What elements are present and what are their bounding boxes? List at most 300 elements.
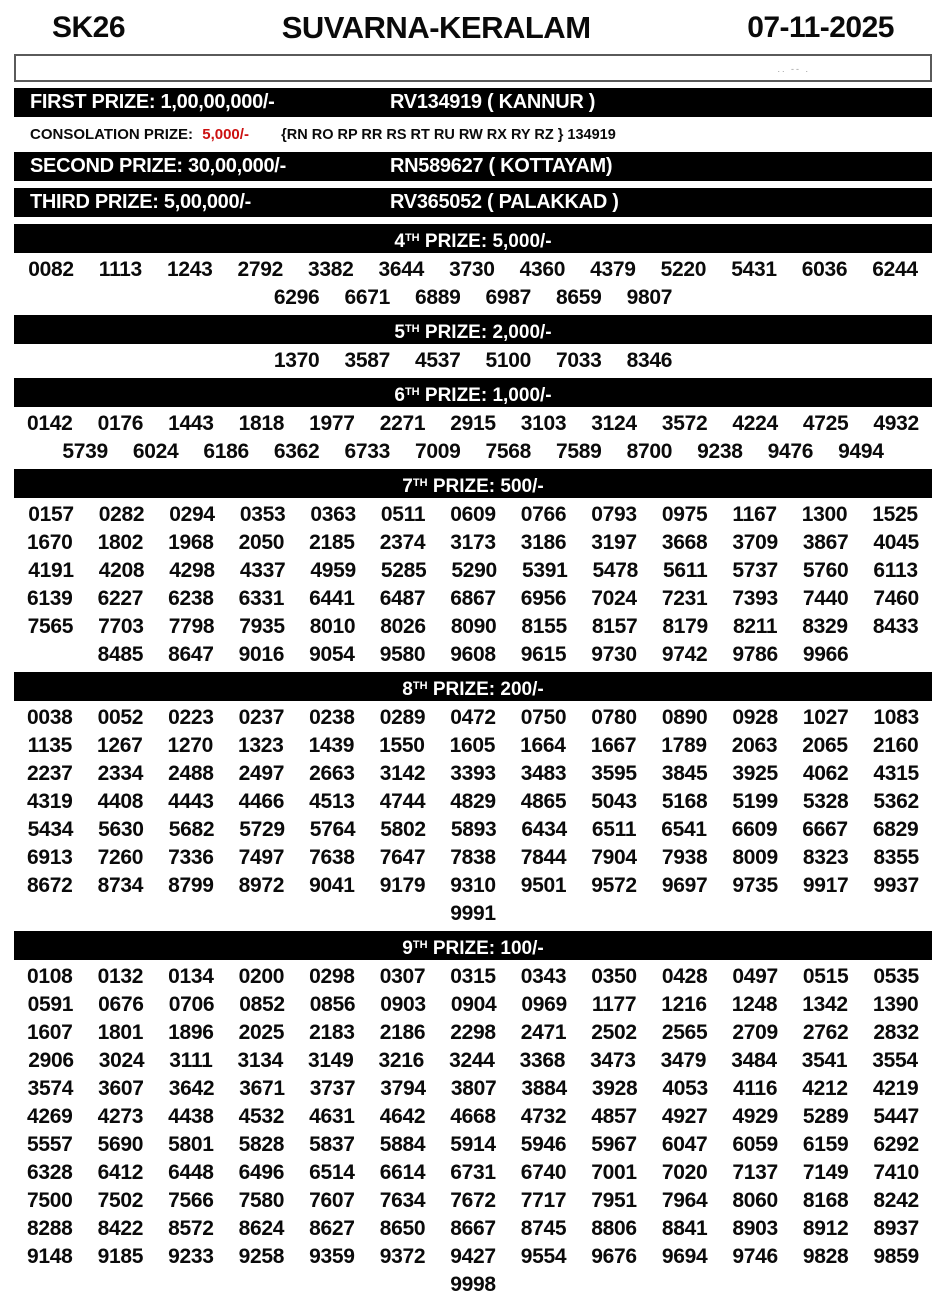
winning-number: 2792 bbox=[237, 258, 283, 281]
winning-number: 1443 bbox=[168, 412, 214, 435]
winning-number: 9937 bbox=[873, 874, 919, 897]
winning-number: 5828 bbox=[238, 1133, 285, 1156]
winning-number: 0108 bbox=[27, 965, 73, 988]
winning-number: 9372 bbox=[379, 1245, 426, 1268]
winning-number: 1248 bbox=[731, 993, 778, 1016]
winning-number: 8912 bbox=[802, 1217, 849, 1240]
winning-number: 2063 bbox=[731, 734, 778, 757]
winning-number: 1113 bbox=[98, 258, 142, 281]
winning-number: 3473 bbox=[590, 1049, 636, 1072]
winning-number: 8090 bbox=[450, 615, 497, 638]
winning-number: 6113 bbox=[873, 559, 918, 582]
winning-number: 0609 bbox=[450, 503, 496, 526]
winning-number: 8734 bbox=[97, 874, 144, 897]
winning-number: 5760 bbox=[802, 559, 849, 582]
winning-number: 5168 bbox=[661, 790, 708, 813]
prize-8-row-5 bbox=[0, 816, 946, 844]
winning-number: 8485 bbox=[97, 643, 144, 666]
winning-number: 0428 bbox=[661, 965, 708, 988]
winning-number: 3216 bbox=[378, 1049, 425, 1072]
winning-number: 1167 bbox=[732, 503, 777, 526]
winning-number: 6987 bbox=[485, 286, 532, 309]
winning-number: 3730 bbox=[449, 258, 495, 281]
winning-number: 0363 bbox=[310, 503, 356, 526]
winning-number: 1818 bbox=[238, 412, 285, 435]
winning-number: 9179 bbox=[379, 874, 426, 897]
winning-number: 8659 bbox=[556, 286, 602, 309]
winning-number: 5739 bbox=[62, 440, 108, 463]
winning-number: 6496 bbox=[238, 1161, 285, 1184]
prize-7-row-6 bbox=[0, 641, 946, 669]
winning-number: 9041 bbox=[309, 874, 355, 897]
winning-number: 8288 bbox=[27, 1217, 73, 1240]
winning-number: 7938 bbox=[661, 846, 708, 869]
winning-number: 4927 bbox=[661, 1105, 708, 1128]
winning-number: 1027 bbox=[802, 706, 849, 729]
winning-number: 0289 bbox=[379, 706, 426, 729]
winning-number: 6159 bbox=[802, 1133, 849, 1156]
winning-number: 4379 bbox=[590, 258, 636, 281]
winning-number: 9554 bbox=[520, 1245, 567, 1268]
prize-4-header bbox=[14, 224, 932, 253]
winning-number: 0472 bbox=[450, 706, 496, 729]
winning-number: 2185 bbox=[309, 531, 355, 554]
winning-number: 4219 bbox=[872, 1077, 919, 1100]
winning-number: 8806 bbox=[591, 1217, 637, 1240]
winning-number: 2298 bbox=[450, 1021, 496, 1044]
winning-number: 7033 bbox=[556, 349, 602, 372]
winning-number: 0134 bbox=[168, 965, 214, 988]
winning-number: 0298 bbox=[309, 965, 355, 988]
prize-8-row-8 bbox=[0, 900, 946, 928]
winning-number: 3103 bbox=[520, 412, 567, 435]
winning-number: 9730 bbox=[591, 643, 637, 666]
winning-number: 0903 bbox=[380, 993, 426, 1016]
winning-number: 3142 bbox=[379, 762, 426, 785]
winning-number: 1177 bbox=[591, 993, 637, 1016]
winning-number: 0890 bbox=[661, 706, 708, 729]
winning-number: 5043 bbox=[591, 790, 637, 813]
winning-number: 6448 bbox=[168, 1161, 214, 1184]
winning-number: 6731 bbox=[450, 1161, 496, 1184]
winning-number: 3644 bbox=[378, 258, 425, 281]
winning-number: 6362 bbox=[273, 440, 320, 463]
winning-number: 9476 bbox=[767, 440, 814, 463]
winning-number: 1667 bbox=[590, 734, 637, 757]
winning-number: 8168 bbox=[802, 1189, 849, 1212]
prize-8-header bbox=[14, 672, 932, 701]
winning-number: 8155 bbox=[521, 615, 567, 638]
winning-number: 9608 bbox=[450, 643, 496, 666]
winning-number: 1216 bbox=[661, 993, 707, 1016]
winning-number: 5884 bbox=[379, 1133, 426, 1156]
winning-number: 5764 bbox=[309, 818, 356, 841]
winning-number: 0315 bbox=[450, 965, 496, 988]
prize-7-row-4 bbox=[0, 585, 946, 613]
winning-number: 4315 bbox=[873, 762, 919, 785]
winning-number: 9238 bbox=[697, 440, 743, 463]
winning-number: 9991 bbox=[450, 902, 496, 925]
winning-number: 3479 bbox=[660, 1049, 707, 1072]
winning-number: 3134 bbox=[237, 1049, 283, 1072]
winning-number: 3884 bbox=[521, 1077, 567, 1100]
draw-date: 07-11-2025 bbox=[747, 11, 894, 44]
winning-number: 3382 bbox=[308, 258, 354, 281]
prize-9-row-1 bbox=[0, 963, 946, 991]
prize-9-row-3 bbox=[0, 1019, 946, 1047]
winning-number: 3197 bbox=[591, 531, 637, 554]
winning-number: 9016 bbox=[238, 643, 285, 666]
winning-number: 1664 bbox=[520, 734, 566, 757]
winning-number: 3173 bbox=[450, 531, 496, 554]
prize-9-header bbox=[14, 931, 932, 960]
prize-9-row-4 bbox=[0, 1047, 946, 1075]
winning-number: 4725 bbox=[802, 412, 849, 435]
prize-amount-label: PRIZE: 1,000/- bbox=[419, 385, 552, 406]
winning-number: 4212 bbox=[802, 1077, 848, 1100]
winning-number: 3587 bbox=[344, 349, 390, 372]
winning-number: 2050 bbox=[238, 531, 285, 554]
winning-number: 4829 bbox=[450, 790, 496, 813]
winning-number: 9580 bbox=[379, 643, 426, 666]
winning-number: 5946 bbox=[520, 1133, 567, 1156]
winning-number: 7565 bbox=[27, 615, 74, 638]
winning-number: 6139 bbox=[27, 587, 73, 610]
winning-number: 8060 bbox=[732, 1189, 778, 1212]
winning-number: 3709 bbox=[732, 531, 778, 554]
winning-number: 7460 bbox=[873, 587, 919, 610]
winning-number: 5967 bbox=[591, 1133, 637, 1156]
winning-number: 7951 bbox=[591, 1189, 637, 1212]
winning-number: 6487 bbox=[379, 587, 426, 610]
winning-number: 5682 bbox=[168, 818, 215, 841]
winning-number: 1550 bbox=[379, 734, 425, 757]
winning-number: 8433 bbox=[872, 615, 919, 638]
winning-number: 0928 bbox=[732, 706, 778, 729]
winning-number: 0350 bbox=[591, 965, 637, 988]
winning-number: 7231 bbox=[661, 587, 708, 610]
winning-number: 5801 bbox=[168, 1133, 214, 1156]
winning-number: 8903 bbox=[732, 1217, 778, 1240]
winning-number: 4865 bbox=[520, 790, 567, 813]
winning-number: 5611 bbox=[663, 559, 708, 582]
winning-number: 7020 bbox=[661, 1161, 708, 1184]
winning-number: 5285 bbox=[380, 559, 427, 582]
winning-number: 2160 bbox=[872, 734, 919, 757]
winning-number: 9572 bbox=[591, 874, 637, 897]
winning-number: 4732 bbox=[520, 1105, 567, 1128]
winning-number: 2762 bbox=[802, 1021, 849, 1044]
winning-number: 0535 bbox=[873, 965, 919, 988]
winning-number: 3574 bbox=[27, 1077, 74, 1100]
winning-number: 9233 bbox=[168, 1245, 214, 1268]
winning-number: 8937 bbox=[873, 1217, 919, 1240]
winning-number: 7935 bbox=[239, 615, 285, 638]
winning-number: 1802 bbox=[97, 531, 144, 554]
winning-number: 6541 bbox=[661, 818, 707, 841]
prize-amount-label: PRIZE: 5,000/- bbox=[419, 231, 552, 252]
winning-number: 5328 bbox=[802, 790, 849, 813]
winning-number: 6514 bbox=[309, 1161, 355, 1184]
winning-number: 8745 bbox=[520, 1217, 567, 1240]
winning-number: 9054 bbox=[309, 643, 355, 666]
winning-number: 7393 bbox=[732, 587, 778, 610]
winning-number: 9148 bbox=[27, 1245, 73, 1268]
prize-ordinal-suffix: TH bbox=[404, 386, 420, 398]
winning-number: 6889 bbox=[414, 286, 461, 309]
winning-number: 7137 bbox=[732, 1161, 778, 1184]
winning-number: 3393 bbox=[450, 762, 496, 785]
winning-number: 9742 bbox=[661, 643, 708, 666]
winning-number: 5199 bbox=[732, 790, 778, 813]
prize-ordinal-suffix: TH bbox=[412, 680, 428, 692]
winning-number: 8157 bbox=[591, 615, 638, 638]
winning-number: 8329 bbox=[802, 615, 848, 638]
winning-number: 7410 bbox=[873, 1161, 919, 1184]
winning-number: 0343 bbox=[520, 965, 567, 988]
prize-9-row-11 bbox=[0, 1243, 946, 1271]
winning-number: 4337 bbox=[239, 559, 286, 582]
winning-number: 9746 bbox=[732, 1245, 778, 1268]
winning-number: 8624 bbox=[238, 1217, 285, 1240]
winning-number: 1083 bbox=[873, 706, 919, 729]
faint-marks: .. -- . bbox=[777, 64, 810, 74]
prize-6-row-1 bbox=[0, 410, 946, 438]
winning-number: 0052 bbox=[97, 706, 144, 729]
winning-number: 4116 bbox=[732, 1077, 778, 1100]
winning-number: 7717 bbox=[520, 1189, 567, 1212]
winning-number: 8355 bbox=[873, 846, 919, 869]
prize-8-row-3 bbox=[0, 760, 946, 788]
winning-number: 2906 bbox=[28, 1049, 74, 1072]
winning-number: 0353 bbox=[239, 503, 286, 526]
winning-number: 1342 bbox=[802, 993, 848, 1016]
prize-ordinal-suffix: TH bbox=[412, 939, 428, 951]
prize-sections bbox=[0, 224, 946, 1299]
prize-7-row-2 bbox=[0, 529, 946, 557]
winning-number: 7580 bbox=[238, 1189, 285, 1212]
winning-number: 5837 bbox=[309, 1133, 355, 1156]
winning-number: 6024 bbox=[132, 440, 179, 463]
prize-4-row-2 bbox=[0, 284, 946, 312]
winning-number: 0223 bbox=[168, 706, 214, 729]
winning-number: 2488 bbox=[168, 762, 214, 785]
winning-number: 4857 bbox=[591, 1105, 637, 1128]
winning-number: 1270 bbox=[167, 734, 214, 757]
winning-number: 5914 bbox=[450, 1133, 496, 1156]
winning-number: 4273 bbox=[97, 1105, 144, 1128]
winning-number: 0780 bbox=[591, 706, 637, 729]
winning-number: 9966 bbox=[802, 643, 849, 666]
winning-number: 3024 bbox=[98, 1049, 145, 1072]
winning-number: 3483 bbox=[520, 762, 567, 785]
second-prize-winner: RN589627 ( KOTTAYAM) bbox=[390, 155, 613, 177]
winning-number: 3642 bbox=[168, 1077, 215, 1100]
winning-number: 1390 bbox=[872, 993, 919, 1016]
winning-number: 7634 bbox=[379, 1189, 426, 1212]
winning-number: 0750 bbox=[520, 706, 567, 729]
winning-number: 8422 bbox=[97, 1217, 144, 1240]
winning-number: 5290 bbox=[451, 559, 497, 582]
prize-ordinal: 6 bbox=[394, 385, 405, 406]
prize-amount-label: PRIZE: 2,000/- bbox=[419, 322, 552, 343]
winning-number: 2565 bbox=[661, 1021, 708, 1044]
winning-number: 0793 bbox=[591, 503, 637, 526]
winning-number: 2832 bbox=[873, 1021, 919, 1044]
winning-number: 9676 bbox=[591, 1245, 637, 1268]
winning-number: 6036 bbox=[801, 258, 848, 281]
winning-number: 2471 bbox=[520, 1021, 567, 1044]
winning-number: 4959 bbox=[310, 559, 356, 582]
prize-9-row-10 bbox=[0, 1215, 946, 1243]
winning-number: 1243 bbox=[166, 258, 213, 281]
winning-number: 0132 bbox=[97, 965, 144, 988]
winning-number: 1267 bbox=[96, 734, 143, 757]
winning-number: 1607 bbox=[27, 1021, 73, 1044]
winning-number: 7001 bbox=[591, 1161, 637, 1184]
winning-number: 5100 bbox=[485, 349, 532, 372]
winning-number: 3244 bbox=[449, 1049, 495, 1072]
prize-9-row-12 bbox=[0, 1271, 946, 1299]
winning-number: 2065 bbox=[802, 734, 848, 757]
winning-number: 0238 bbox=[309, 706, 355, 729]
winning-number: 8572 bbox=[168, 1217, 214, 1240]
title-bar bbox=[0, 0, 946, 50]
winning-number: 8799 bbox=[168, 874, 214, 897]
winning-number: 6671 bbox=[344, 286, 390, 309]
winning-number: 9258 bbox=[238, 1245, 285, 1268]
prize-6-header bbox=[14, 378, 932, 407]
winning-number: 7024 bbox=[591, 587, 637, 610]
winning-number: 0497 bbox=[732, 965, 778, 988]
winning-number: 3668 bbox=[661, 531, 708, 554]
winning-number: 5478 bbox=[592, 559, 638, 582]
winning-number: 7589 bbox=[556, 440, 602, 463]
prize-amount-label: PRIZE: 100/- bbox=[427, 938, 544, 959]
winning-number: 1896 bbox=[168, 1021, 214, 1044]
winning-number: 4537 bbox=[414, 349, 461, 372]
winning-number: 0706 bbox=[168, 993, 215, 1016]
winning-number: 4208 bbox=[98, 559, 145, 582]
first-prize-winner: RV134919 ( KANNUR ) bbox=[390, 91, 596, 113]
winning-number: 6244 bbox=[872, 258, 918, 281]
winning-number: 8010 bbox=[309, 615, 356, 638]
winning-number: 8323 bbox=[802, 846, 849, 869]
winning-number: 2186 bbox=[379, 1021, 426, 1044]
winning-number: 7566 bbox=[168, 1189, 214, 1212]
winning-number: 6511 bbox=[591, 818, 637, 841]
winning-number: 3124 bbox=[591, 412, 637, 435]
prize-ordinal-suffix: TH bbox=[412, 477, 428, 489]
winning-number: 6609 bbox=[731, 818, 778, 841]
winning-number: 9359 bbox=[309, 1245, 355, 1268]
winning-number: 8627 bbox=[309, 1217, 355, 1240]
prize-7-row-3 bbox=[0, 557, 946, 585]
prize-ordinal-suffix: TH bbox=[404, 232, 420, 244]
winning-number: 7964 bbox=[661, 1189, 708, 1212]
winning-number: 7260 bbox=[97, 846, 144, 869]
winning-number: 0766 bbox=[520, 503, 567, 526]
winning-number: 9501 bbox=[520, 874, 567, 897]
prize-6-row-2 bbox=[0, 438, 946, 466]
winning-number: 4053 bbox=[662, 1077, 708, 1100]
second-prize-bar bbox=[14, 152, 932, 181]
consolation-prize-row bbox=[14, 124, 932, 146]
winning-number: 4642 bbox=[379, 1105, 426, 1128]
winning-number: 8179 bbox=[662, 615, 708, 638]
winning-number: 6412 bbox=[97, 1161, 144, 1184]
winning-number: 3607 bbox=[98, 1077, 144, 1100]
winning-number: 1977 bbox=[309, 412, 355, 435]
winning-number: 0157 bbox=[28, 503, 74, 526]
winning-number: 7502 bbox=[97, 1189, 144, 1212]
winning-number: 4668 bbox=[450, 1105, 496, 1128]
consolation-label: CONSOLATION PRIZE: bbox=[30, 126, 194, 143]
winning-number: 6913 bbox=[27, 846, 73, 869]
prize-8-row-2 bbox=[0, 732, 946, 760]
winning-number: 9807 bbox=[626, 286, 673, 309]
winning-number: 3807 bbox=[450, 1077, 497, 1100]
winning-number: 0856 bbox=[309, 993, 356, 1016]
winning-number: 5737 bbox=[732, 559, 778, 582]
winning-number: 8972 bbox=[238, 874, 285, 897]
winning-number: 5729 bbox=[239, 818, 285, 841]
winning-number: 2183 bbox=[309, 1021, 355, 1044]
winning-number: 3595 bbox=[591, 762, 637, 785]
winning-number: 3368 bbox=[519, 1049, 566, 1072]
winning-number: 0282 bbox=[98, 503, 145, 526]
winning-number: 1968 bbox=[168, 531, 214, 554]
winning-number: 7703 bbox=[98, 615, 144, 638]
winning-number: 6296 bbox=[273, 286, 320, 309]
winning-number: 8667 bbox=[450, 1217, 496, 1240]
prize-7-row-5 bbox=[0, 613, 946, 641]
winning-number: 8009 bbox=[732, 846, 778, 869]
winning-number: 4045 bbox=[873, 531, 919, 554]
prize-ordinal-suffix: TH bbox=[404, 323, 420, 335]
winning-number: 6186 bbox=[203, 440, 249, 463]
winning-number: 0852 bbox=[239, 993, 285, 1016]
winning-number: 8841 bbox=[661, 1217, 708, 1240]
first-prize-label: FIRST PRIZE: 1,00,00,000/- bbox=[30, 91, 275, 113]
winning-number: 2237 bbox=[27, 762, 73, 785]
winning-number: 2271 bbox=[379, 412, 426, 435]
winning-number: 1801 bbox=[97, 1021, 144, 1044]
winning-number: 8242 bbox=[873, 1189, 919, 1212]
winning-number: 0511 bbox=[380, 503, 426, 526]
winning-number: 7497 bbox=[238, 846, 285, 869]
winning-number: 8700 bbox=[626, 440, 673, 463]
winning-number: 4062 bbox=[802, 762, 849, 785]
winning-number: 0676 bbox=[98, 993, 144, 1016]
winning-number: 8026 bbox=[380, 615, 426, 638]
winning-number: 9494 bbox=[838, 440, 884, 463]
winning-number: 3925 bbox=[732, 762, 778, 785]
winning-number: 4269 bbox=[27, 1105, 73, 1128]
winning-number: 8346 bbox=[626, 349, 673, 372]
winning-number: 6227 bbox=[97, 587, 144, 610]
winning-number: 6614 bbox=[379, 1161, 426, 1184]
prize-ordinal: 9 bbox=[402, 938, 413, 959]
winning-number: 4443 bbox=[168, 790, 214, 813]
winning-number: 2025 bbox=[238, 1021, 285, 1044]
winning-number: 1135 bbox=[27, 734, 72, 757]
winning-number: 5362 bbox=[873, 790, 919, 813]
winning-number: 1670 bbox=[27, 531, 73, 554]
winning-number: 6667 bbox=[802, 818, 848, 841]
winning-number: 5557 bbox=[27, 1133, 73, 1156]
second-prize-label: SECOND PRIZE: 30,00,000/- bbox=[30, 155, 286, 177]
